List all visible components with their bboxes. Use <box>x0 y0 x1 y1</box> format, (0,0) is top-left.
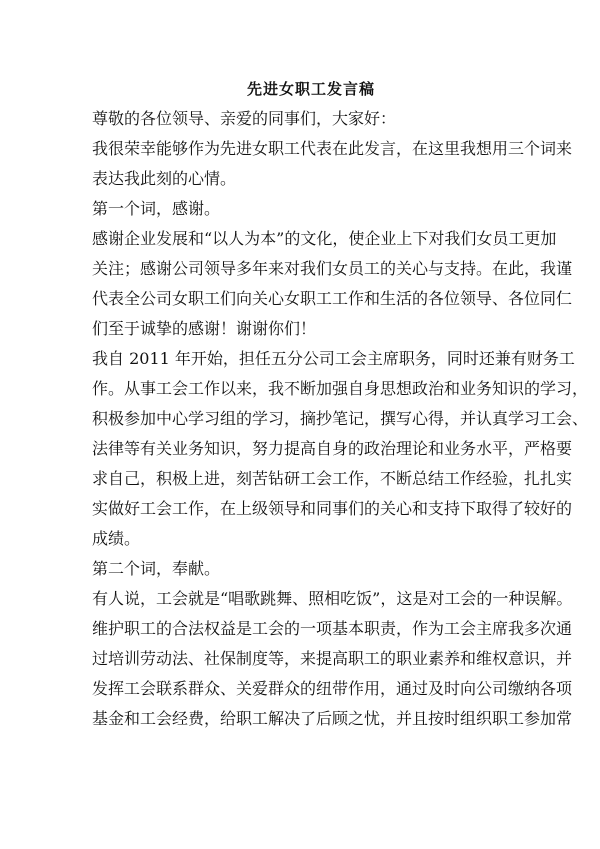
document-body <box>92 104 589 734</box>
text-line: 我自 2011 年开始，担任五分公司工会主席职务，同时还兼有财务工 <box>92 349 575 368</box>
text-line: 过培训劳动法、社保制度等，来提高职工的职业素养和维权意识，并 <box>92 649 573 668</box>
text-line: 关注；感谢公司领导多年来对我们女员工的关心与支持。在此，我谨 <box>92 259 573 278</box>
text-line: 求自己，积极上进，刻苦钻研工会工作，不断总结工作经验，扎扎实 <box>92 469 573 488</box>
text-line: 表达我此刻的心情。 <box>92 169 237 188</box>
text-line: 作。从事工会工作以来，我不断加强自身思想政治和业务知识的学习， <box>92 379 589 398</box>
text-line: 有人说，工会就是“唱歌跳舞、照相吃饭”，这是对工会的一种误解。 <box>92 589 573 608</box>
text-line: 积极参加中心学习组的学习，摘抄笔记，撰写心得，并认真学习工会、 <box>92 409 589 428</box>
text-line: 第一个词，感谢。 <box>92 199 221 218</box>
text-line: 维护职工的合法权益是工会的一项基本职责，作为工会主席我多次通 <box>92 619 573 638</box>
text-line: 法律等有关业务知识，努力提高自身的政治理论和业务水平，严格要 <box>92 439 573 458</box>
text-line: 感谢企业发展和“以人为本”的文化，使企业上下对我们女员工更加 <box>92 229 557 248</box>
text-line: 尊敬的各位领导、亲爱的同事们，大家好： <box>92 109 397 128</box>
text-line: 我很荣幸能够作为先进女职工代表在此发言，在这里我想用三个词来 <box>92 139 573 158</box>
text-line: 发挥工会联系群众、关爱群众的纽带作用，通过及时向公司缴纳各项 <box>92 679 573 698</box>
text-line: 实做好工会工作，在上级领导和同事们的关心和支持下取得了较好的 <box>92 499 573 518</box>
text-line: 们至于诚挚的感谢！谢谢你们！ <box>92 319 317 338</box>
text-line: 第二个词，奉献。 <box>92 559 221 578</box>
text-line: 成绩。 <box>92 529 141 548</box>
text-line: 基金和工会经费，给职工解决了后顾之忧，并且按时组织职工参加常 <box>92 709 573 728</box>
document-title: 先进女职工发言稿 <box>246 80 375 98</box>
text-line: 代表全公司女职工们向关心女职工工作和生活的各位领导、各位同仁 <box>92 289 573 308</box>
